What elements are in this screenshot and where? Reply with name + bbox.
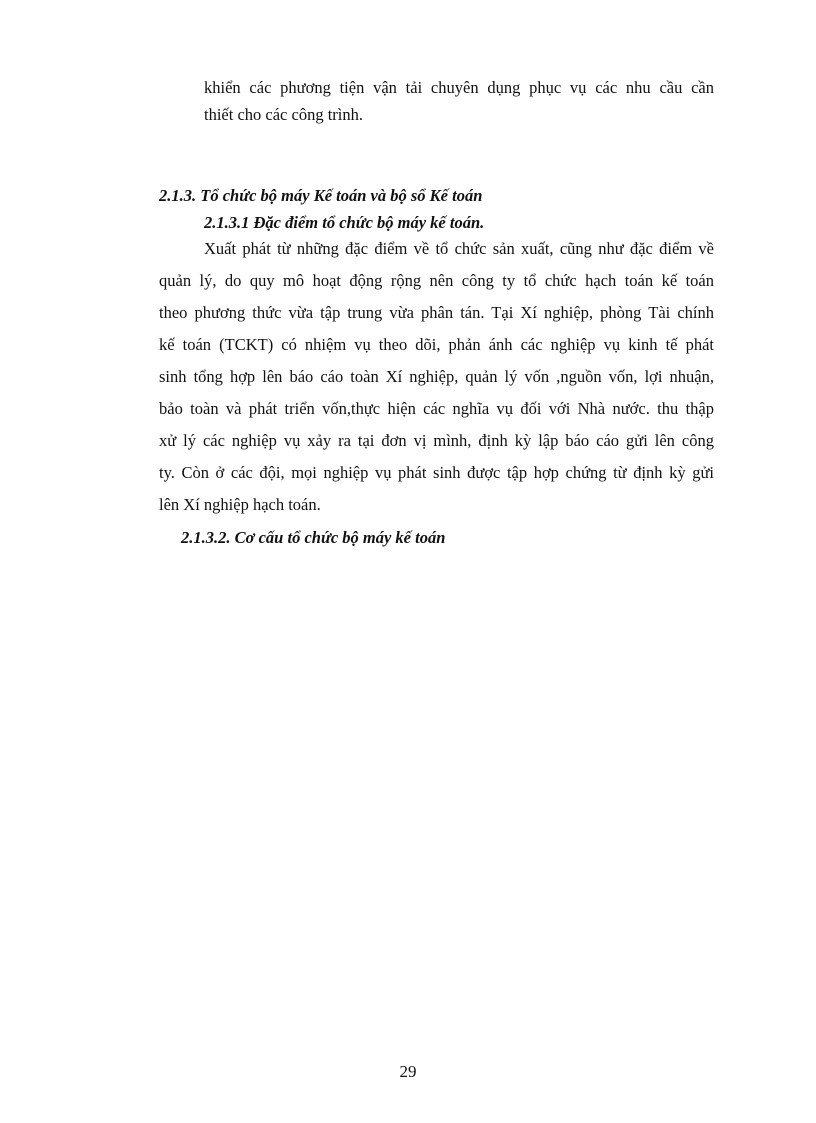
subsection-heading-2: 2.1.3.2. Cơ cấu tổ chức bộ máy kế toán: [181, 528, 446, 547]
subsection-heading-1: 2.1.3.1 Đặc điểm tổ chức bộ máy kế toán.: [204, 213, 485, 232]
section-heading: 2.1.3. Tổ chức bộ máy Kế toán và bộ sổ Kế toán: [159, 186, 483, 205]
paragraph-line-3: theo phương thức vừa tập trung vừa phân tán. Tại Xí nghiệp, phòng Tài chính: [159, 303, 714, 322]
continuation-line-1: khiển các phương tiện vận tải chuyên dụng phục vụ các nhu cầu cần: [204, 78, 714, 97]
paragraph-line-7: xử lý các nghiệp vụ xảy ra tại đơn vị mình, định kỳ lập báo cáo gửi lên công: [159, 431, 714, 450]
continuation-line-2: thiết cho các công trình.: [204, 105, 363, 124]
paragraph-line-4: kế toán (TCKT) có nhiệm vụ theo dõi, phản ánh các nghiệp vụ kinh tế phát: [159, 335, 714, 354]
paragraph-line-5: sinh tổng hợp lên báo cáo toàn Xí nghiệp, quản lý vốn ,nguồn vốn, lợi nhuận,: [159, 367, 714, 386]
paragraph-line-6: bảo toàn và phát triển vốn,thực hiện các nghĩa vụ đối với Nhà nước. thu thập: [159, 399, 714, 418]
page-number: 29: [399, 1062, 417, 1081]
paragraph-line-8: ty. Còn ở các đội, mọi nghiệp vụ phát sinh được tập hợp chứng từ định kỳ gửi: [159, 463, 714, 482]
paragraph-line-2: quản lý, do quy mô hoạt động rộng nên công ty tổ chức hạch toán kế toán: [159, 271, 714, 290]
paragraph-line-9: lên Xí nghiệp hạch toán.: [159, 495, 321, 514]
paragraph-line-1: Xuất phát từ những đặc điểm về tổ chức sản xuất, cũng như đặc điểm về: [204, 239, 714, 258]
